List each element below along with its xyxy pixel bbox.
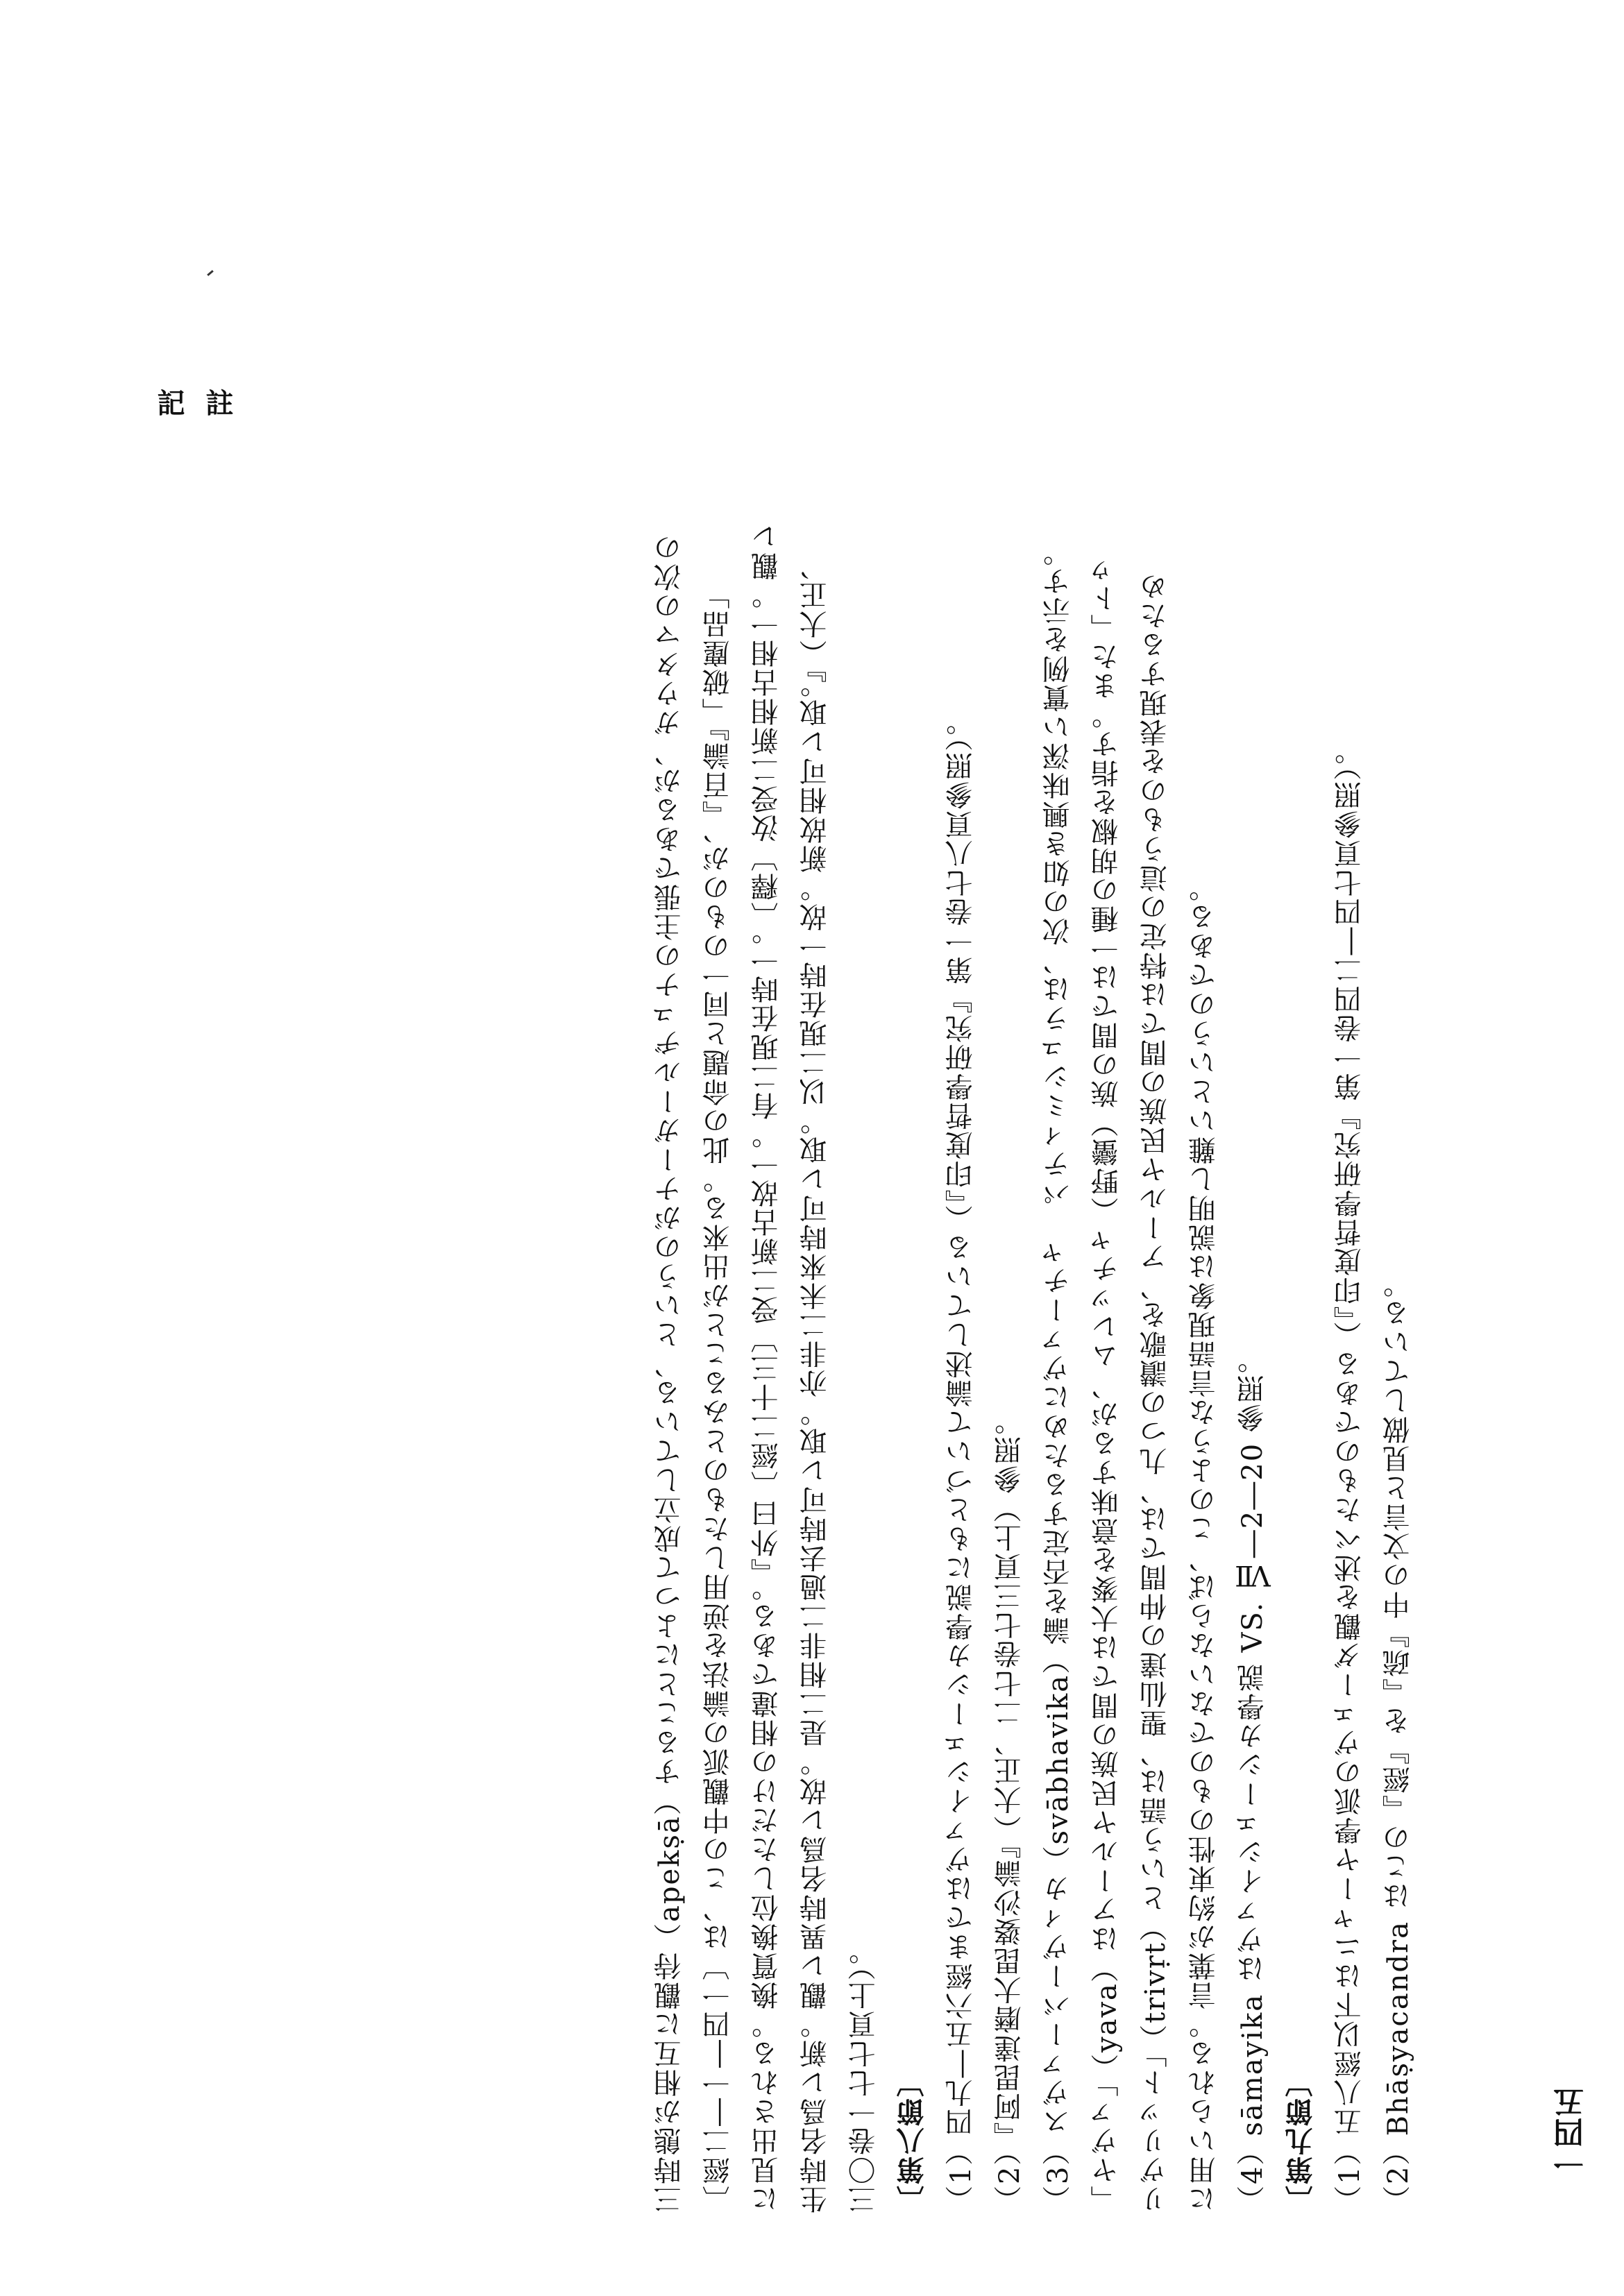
note: （2）『阿毘達磨大毘婆沙論』（大正、二七卷七三頁上）參照。 xyxy=(994,1406,1026,2213)
note: （1）五八經以下はニャーヤ學派のヴェーダ觀を述べたものである（『印度哲學研究』第一卷四二―四七頁參照）。 xyxy=(1334,735,1366,2213)
paragraph: 三時態が相互に觀待（apekṣā）することによつて成立している、というのがナーガールヂュナの主張であるが、ガウタマの次の xyxy=(654,533,686,2213)
paragraph: 〔經二―一―四一〕は、この中觀派の論法を逆用したものとみることが出來る。此の命題と同一のものが、『百論』「破塵品」 xyxy=(702,580,734,2213)
note: （2）Bhāṣyacandra はこの『經』を『疏』中の文言と見做している。 xyxy=(1382,1269,1414,2213)
section-heading: 〔第九節〕 xyxy=(1285,2068,1317,2213)
text-columns xyxy=(645,326,1423,2213)
scan-mark xyxy=(207,270,214,276)
section-heading: 〔第八節〕 xyxy=(896,2068,929,2213)
note: （1）四九―五六經まではヴァイシェーシカ學説にもとづいて論述している（『印度哲學研究』第一卷七八頁參照）。 xyxy=(945,706,977,2213)
paragraph: 三〇卷一七七頁上）。 xyxy=(848,1936,880,2213)
note: （4）sāmayika はヴァイシェーシカ學説 VS. Ⅶ―2―20 參照。 xyxy=(1237,1345,1269,2213)
paragraph: に見出される。換質換位しただけの相違である。『外曰〔經二十三〕受二新古故一。有二現在時一。〔釋〕汝受二新相古相一。觀レ xyxy=(751,522,783,2213)
note: 「ヤヴァ」（yava）はアールヤ民族の間では大麥を意味するが、ムレッチャ（野蠻）族の間では一種の胡椒を指す。また「トゥ xyxy=(1091,554,1123,2213)
running-head: 註 記 xyxy=(153,389,234,624)
paragraph: 生時名爲レ新。觀レ異時名爲レ故。是二相非二過去時可レ取。亦非二未來時可レ取。以二現在時一故。新故相可レ取。』（大正、 xyxy=(800,551,831,2213)
note: に用いられる。言葉が約束性のものでないならば、このような言語現象は説明し難いというのである。 xyxy=(1188,873,1220,2213)
note: リヴリット」（trivṛt）という語は、聖仙達の仲間では、九つの讃歌を、アールヤ民族の間では特定の這うものを表現するため xyxy=(1140,572,1172,2213)
main-text xyxy=(451,326,1423,2213)
note: （3）スヴァーバーヴィカ（svābhavika）論を否定するためにヴァーチャ パティミシュラは、次の如き興味深い實例を示す。 xyxy=(1042,537,1074,2213)
page-number: 一四五 xyxy=(1554,2087,1589,2179)
